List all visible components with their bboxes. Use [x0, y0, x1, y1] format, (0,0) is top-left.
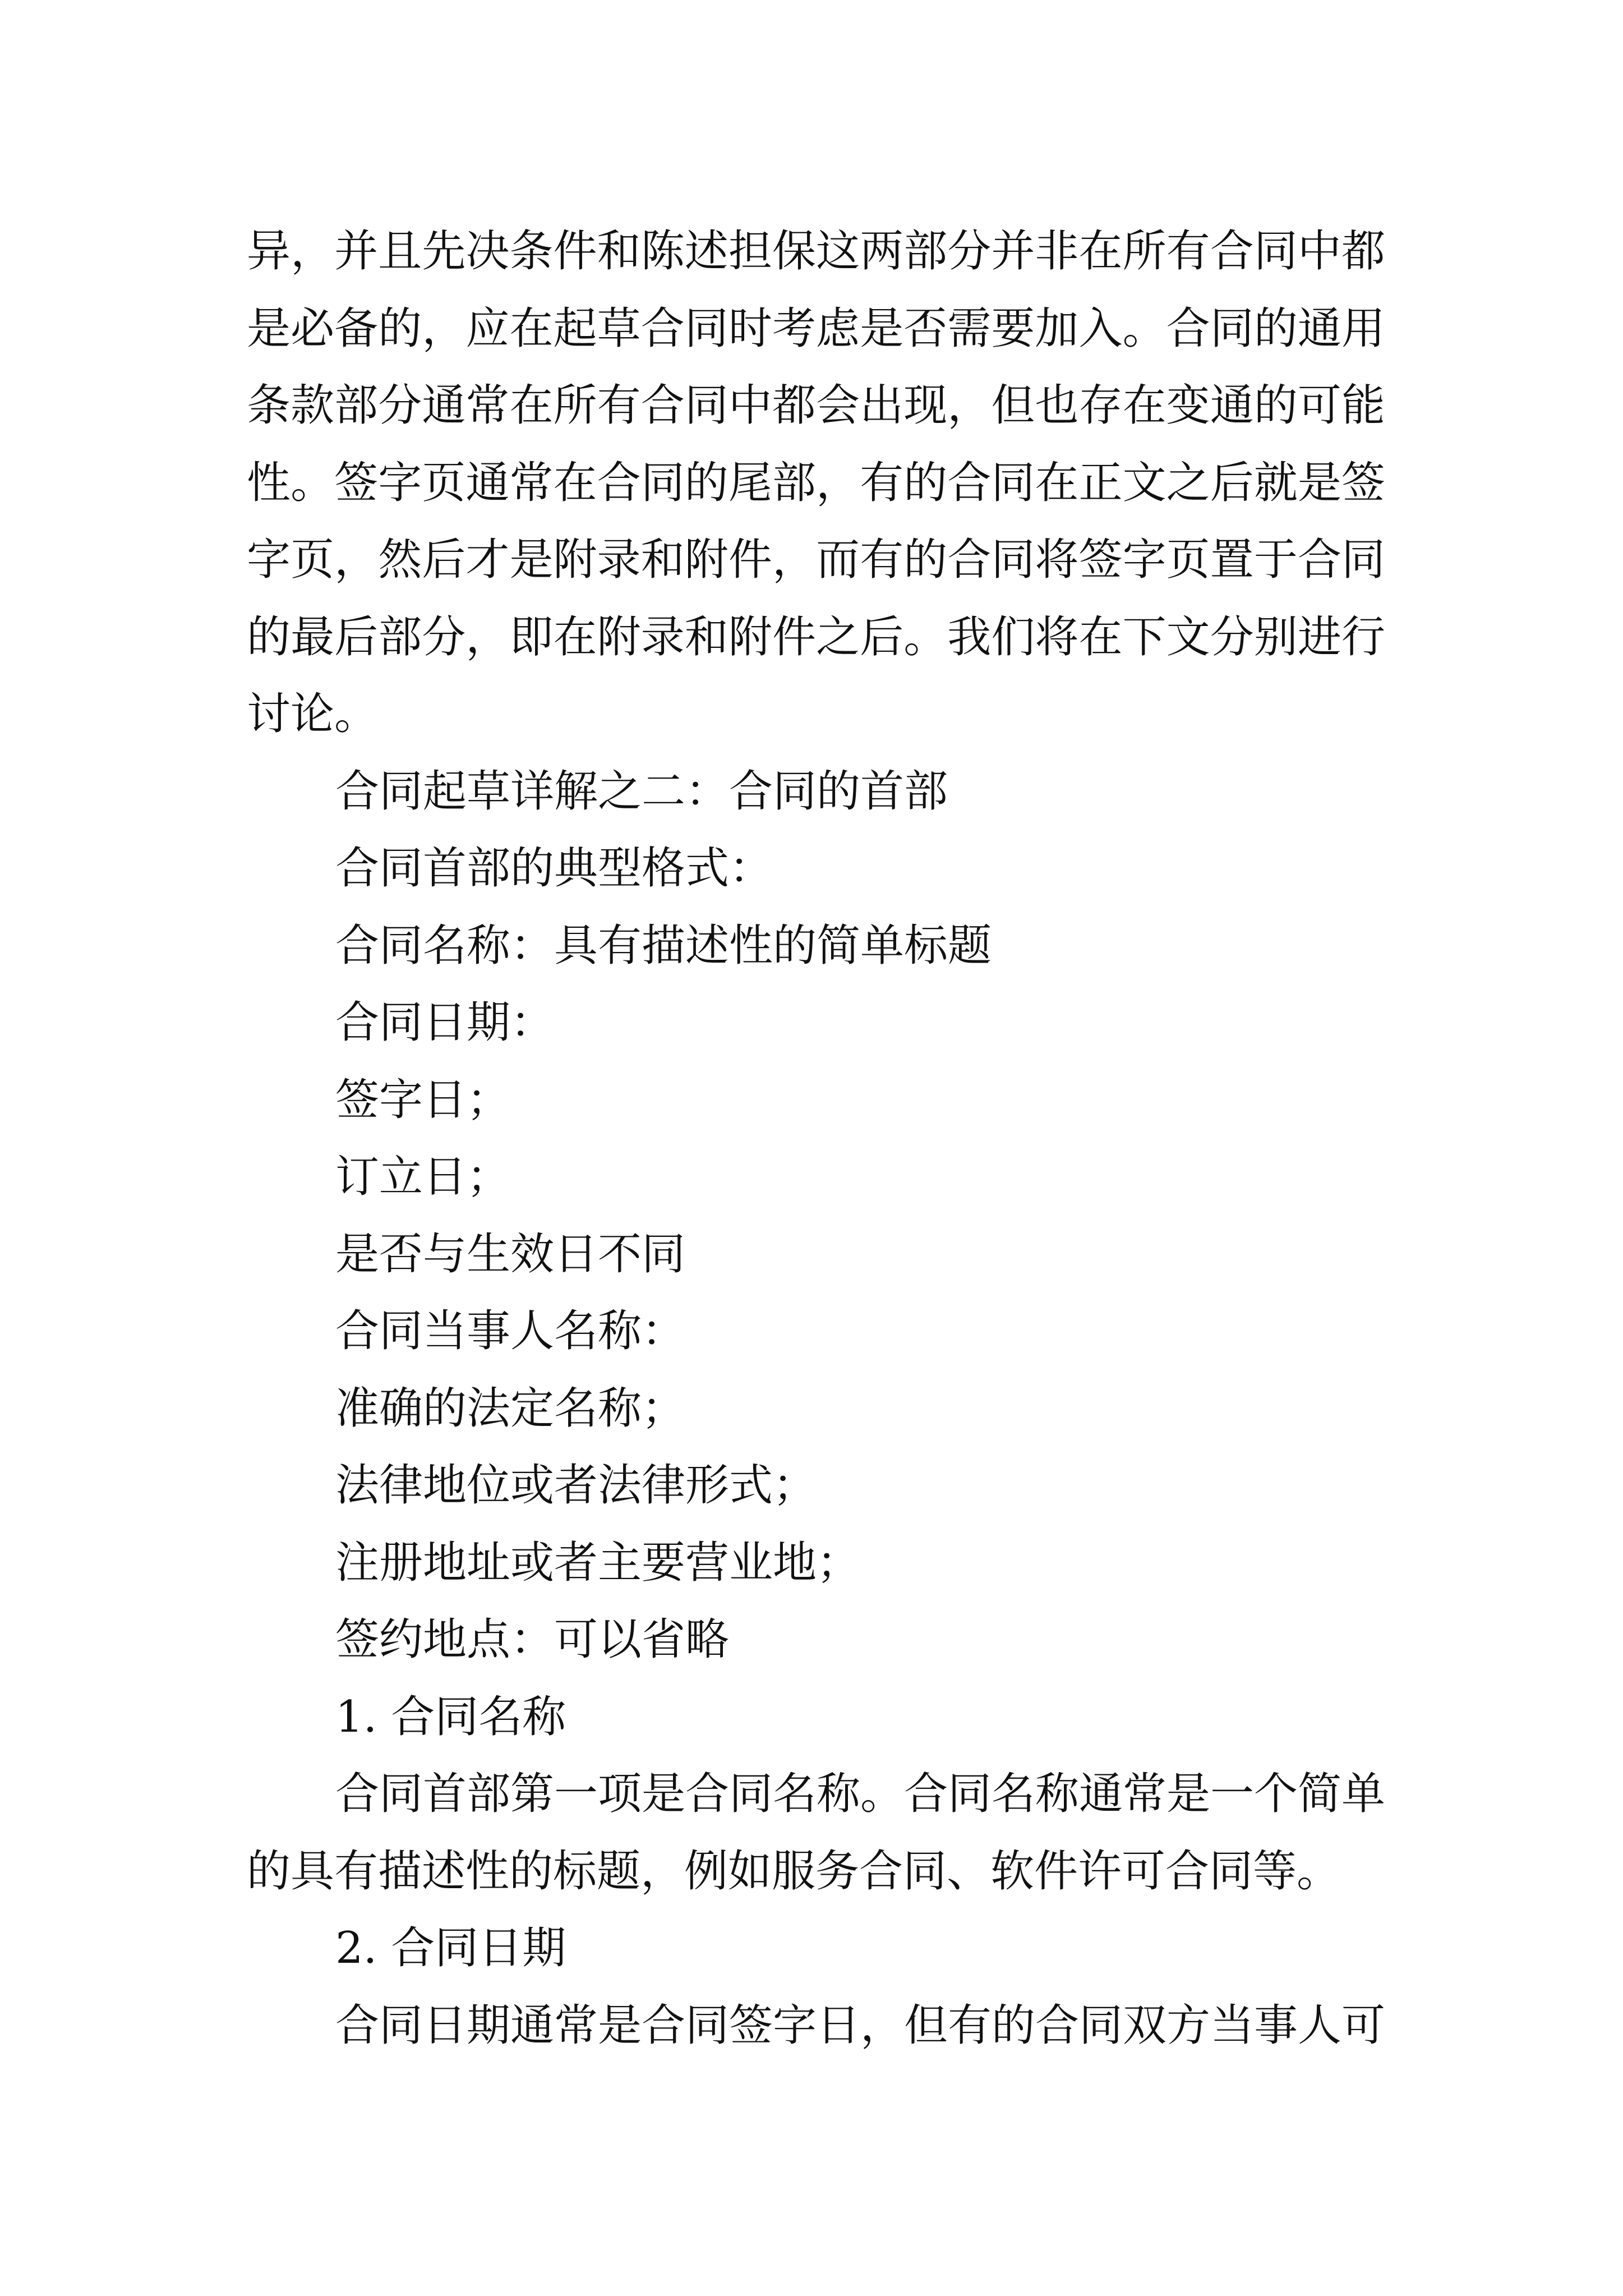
section-1-line: 的具有描述性的标题，例如服务合同、软件许可合同等。: [247, 1846, 1341, 1897]
format-title: 合同首部的典型格式：: [335, 843, 773, 894]
section-2-paragraph: [247, 1987, 1385, 2065]
format-item: 合同名称：具有描述性的简单标题: [335, 920, 992, 971]
format-item: 订立日；: [335, 1152, 511, 1202]
section-2-line: 合同日期通常是合同签字日，但有的合同双方当事人可: [335, 2000, 1386, 2051]
intro-line: 讨论。: [247, 689, 379, 739]
format-item: 签约地点：可以省略: [335, 1614, 730, 1665]
intro-line: 是必备的，应在起草合同时考虑是否需要加入。合同的通用: [247, 303, 1385, 354]
intro-line: 异，并且先决条件和陈述担保这两部分并非在所有合同中都: [247, 226, 1385, 277]
intro-paragraph: [247, 213, 1385, 753]
intro-line: 性。签字页通常在合同的尾部，有的合同在正文之后就是签: [247, 457, 1385, 508]
section-heading: 合同起草详解之二：合同的首部: [335, 766, 948, 817]
intro-line: 的最后部分，即在附录和附件之后。我们将在下文分别进行: [247, 611, 1385, 662]
intro-line: 字页，然后才是附录和附件，而有的合同将签字页置于合同: [247, 535, 1385, 585]
format-item: 准确的法定名称；: [335, 1383, 686, 1434]
format-item: 是否与生效日不同: [335, 1228, 686, 1280]
section-2-title: 2. 合同日期: [335, 1923, 566, 1973]
format-item: 签字日；: [335, 1074, 511, 1125]
format-item: 合同当事人名称：: [335, 1306, 686, 1356]
section-1-line: 合同首部第一项是合同名称。合同名称通常是一个简单: [335, 1769, 1386, 1819]
document-body: [247, 213, 1385, 2064]
format-item: 注册地址或者主要营业地；: [335, 1537, 861, 1588]
section-1-paragraph: [247, 1756, 1385, 1910]
intro-line: 条款部分通常在所有合同中都会出现，但也存在变通的可能: [247, 380, 1385, 431]
format-list: [247, 908, 1385, 1679]
section-1-title: 1. 合同名称: [335, 1691, 566, 1742]
format-item: 合同日期：: [335, 997, 555, 1048]
format-item: 法律地位或者法律形式；: [335, 1460, 817, 1511]
